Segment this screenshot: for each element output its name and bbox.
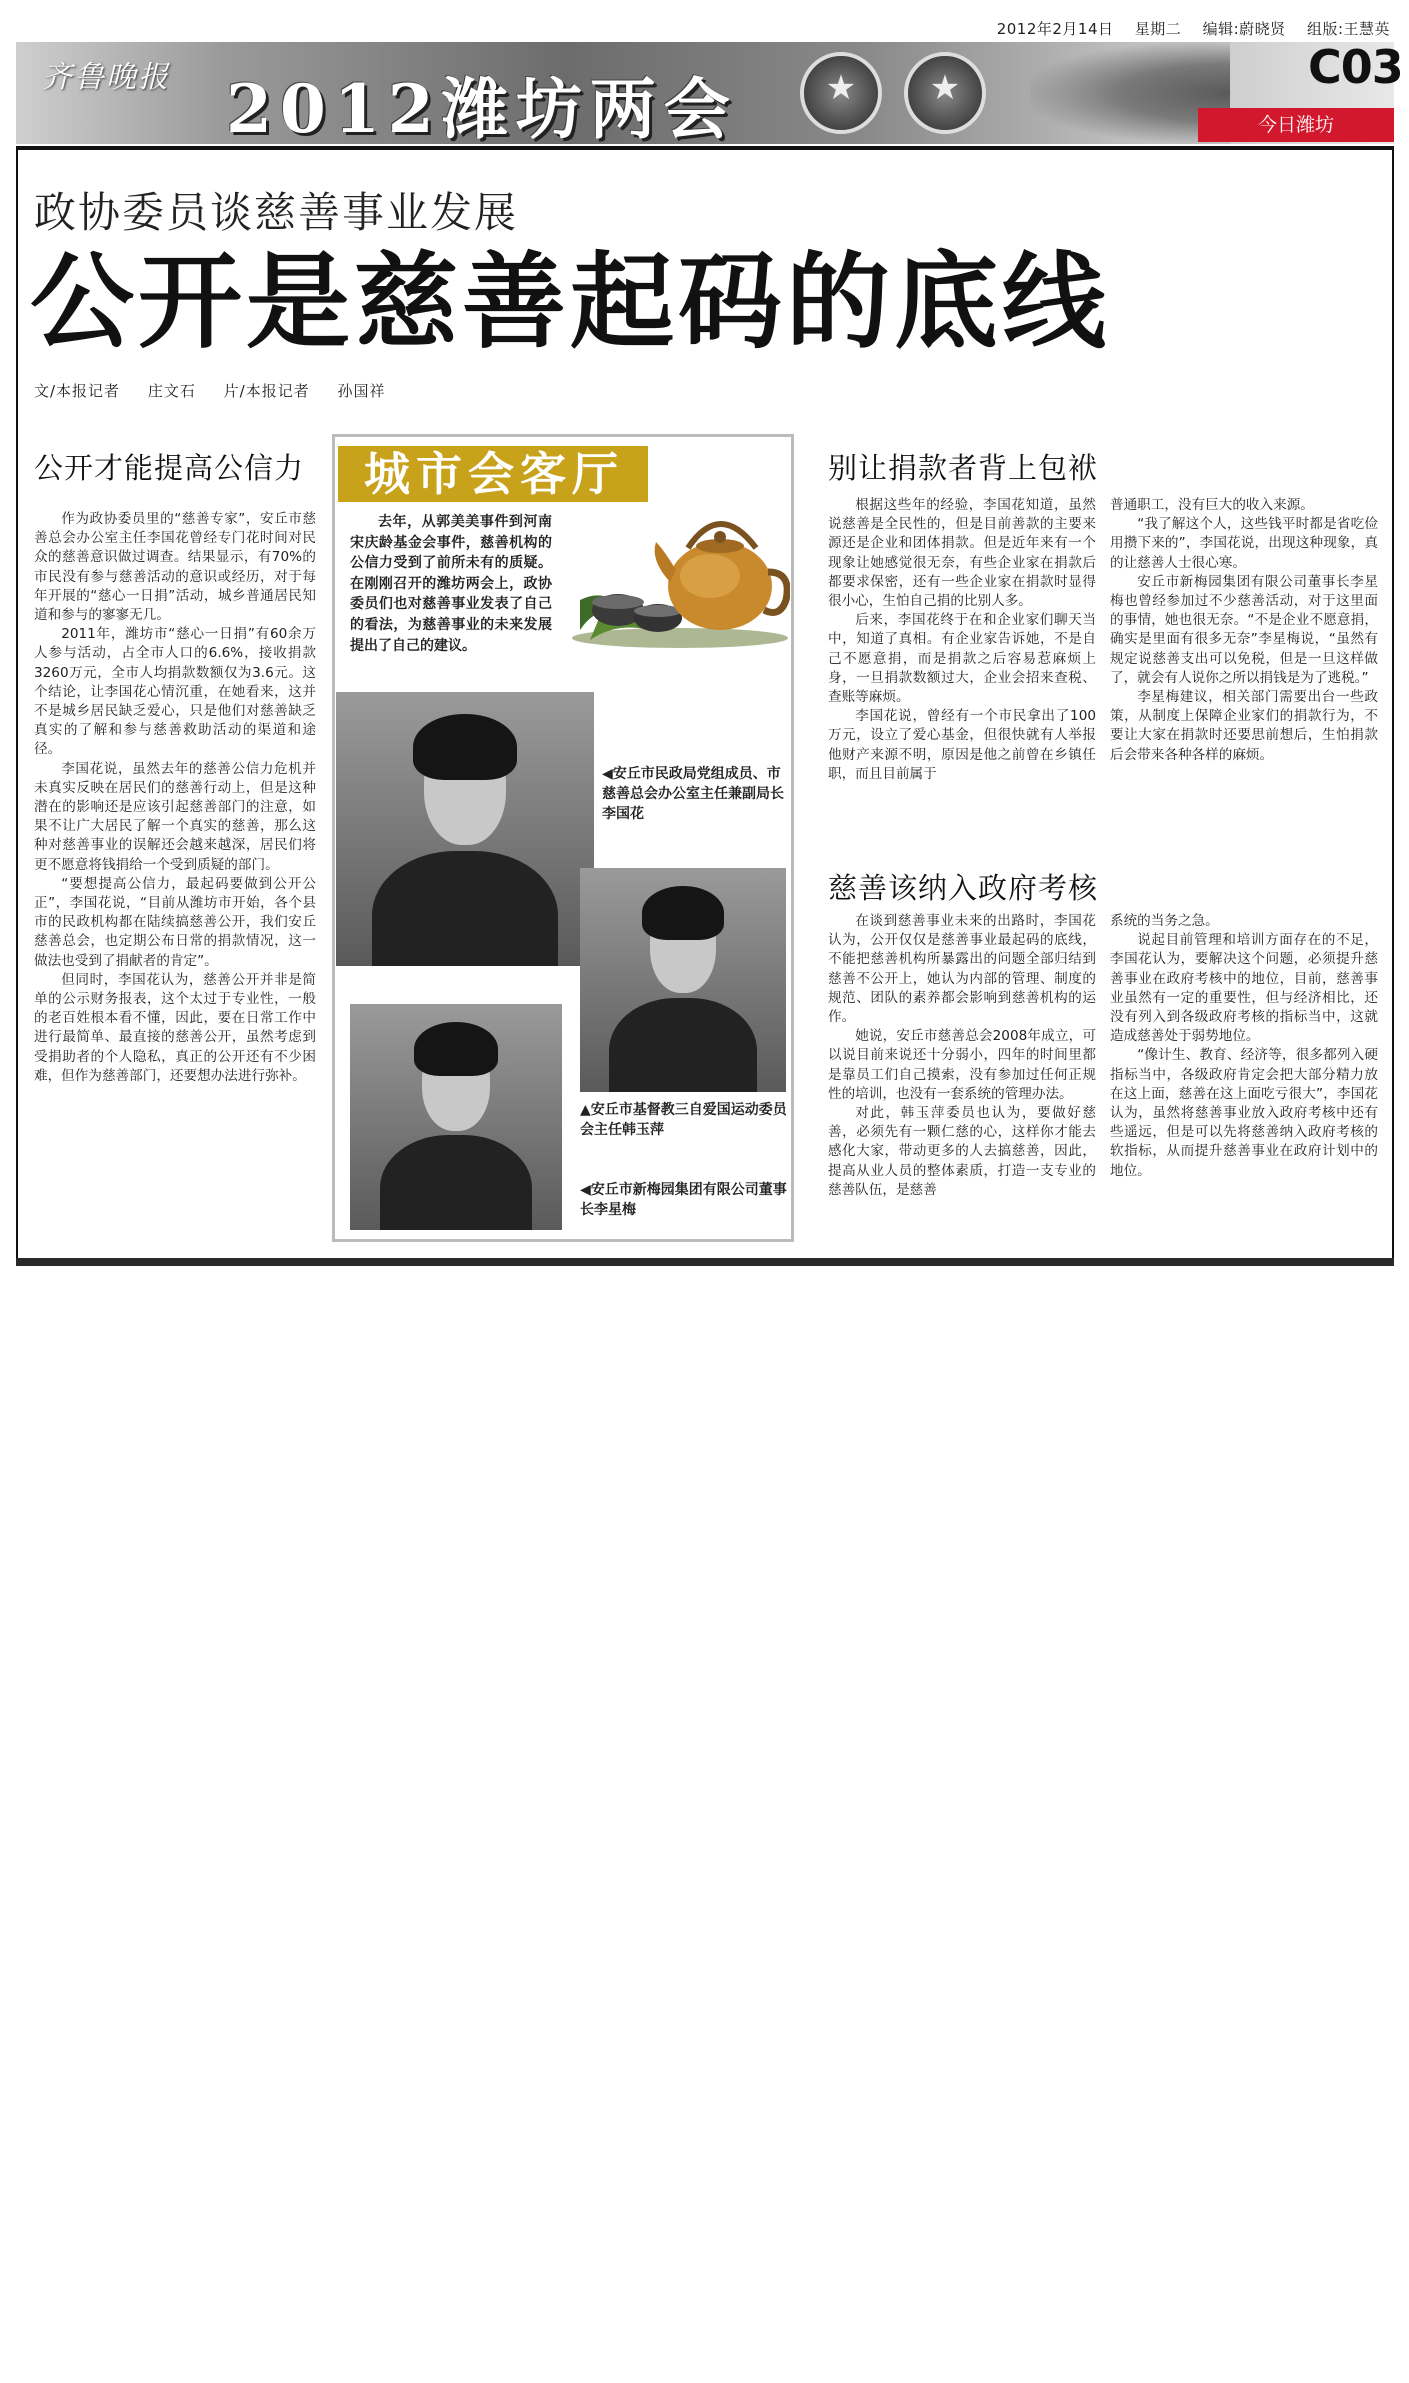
column-4-lower — [1110, 912, 1378, 1181]
paragraph: 系统的当务之急。 — [1110, 913, 1219, 929]
column-1 — [34, 510, 316, 1086]
column-3-lower — [828, 912, 1096, 1200]
photo-li-guohua — [336, 692, 594, 966]
box-title: 城市会客厅 — [338, 446, 648, 502]
paragraph: “我了解这个人，这些钱平时都是省吃俭用攒下来的”，李国花说，出现这种现象，真的让慈善人士很心寒。 — [1110, 516, 1378, 571]
paragraph: 安丘市新梅园集团有限公司董事长李星梅也曾经参加过不少慈善活动，对于这里面的事情，她也很无奈。“不是企业不愿意捐，确实是里面有很多无奈”李星梅说，“虽然有规定说慈善支出可以免税，但是一旦这样做了，就会有人说你之所以捐钱是为了逃税。” — [1110, 573, 1378, 686]
cppcc-emblem-icon — [904, 52, 986, 134]
caption-li-xingmei: ◀安丘市新梅园集团有限公司董事长李星梅 — [580, 1182, 787, 1218]
byline-photo-author: 孙国祥 — [337, 382, 386, 400]
byline-photo-label: 片/本报记者 — [223, 382, 310, 400]
subhead-1: 公开才能提高公信力 — [34, 451, 305, 485]
paragraph: 她说，安丘市慈善总会2008年成立，可以说目前来说还十分弱小，四年的时间里都是靠员工们自己摸索，没有参加过任何正规性的培训，也没有一套系统的管理办法。 — [828, 1028, 1096, 1102]
caption-han-yuping: ▲安丘市基督教三自爱国运动委员会主任韩玉萍 — [580, 1102, 787, 1138]
column-3 — [828, 496, 1096, 784]
editor: 编辑:蔚晓贤 — [1202, 20, 1286, 38]
paragraph: “像计生、教育、经济等，很多都列入硬指标当中，各级政府肯定会把大部分精力放在这上面，慈善在这上面吃亏很大”，李国花认为，虽然将慈善事业放入政府考核中还有些遥远，但是可以先将慈善纳入政府考核的软指标，从而提升慈善事业在政府计划中的地位。 — [1110, 1047, 1378, 1179]
paragraph: 2011年，潍坊市“慈心一日捐”有60余万人参与活动，占全市人口的6.6%，接收捐款3260万元，全市人均捐款数额仅为3.6元。这个结论，让李国花心情沉重，在她看来，这并不是城乡居民缺乏爱心，只是他们对慈善缺乏真实的了解和参与慈善救助活动的渠道和途径。 — [34, 626, 316, 758]
headline: 公开是慈善起码的底线 — [30, 241, 1111, 363]
layout-editor: 组版:王慧英 — [1306, 20, 1390, 38]
photo-han-yuping — [580, 868, 786, 1092]
paragraph: 根据这些年的经验，李国花知道，虽然说慈善是全民性的，但是目前善款的主要来源还是企业和团体捐款。但是近年来有一个现象让她感觉很无奈，有些企业家在捐款后都要求保密，还有一些企业家在捐款时显得很小心，生怕自己捐的比别人多。 — [828, 497, 1096, 610]
paragraph: 李星梅建议，相关部门需要出台一些政策，从制度上保障企业家们的捐款行为，不要让大家在捐款时还要思前想后，生怕捐款后会带来各种各样的麻烦。 — [1110, 689, 1378, 763]
paragraph: 对此，韩玉萍委员也认为，要做好慈善，必须先有一颗仁慈的心，这样你才能去感化大家，带动更多的人去搞慈善，因此，提高从业人员的整体素质，打造一支专业的慈善队伍，是慈善 — [828, 1105, 1096, 1198]
paragraph: 在谈到慈善事业未来的出路时，李国花认为，公开仅仅是慈善事业最起码的底线，不能把慈善机构所暴露出的问题全部归结到慈善不公开上，她认为内部的管理、制度的规范、团队的素养都会影响到慈善机构的运作。 — [828, 913, 1096, 1026]
caption-li-guohua: ◀安丘市民政局党组成员、市慈善总会办公室主任兼副局长李国花 — [602, 766, 784, 822]
paragraph: 说起目前管理和培训方面存在的不足，李国花认为，要解决这个问题，必须提升慈善事业在政府考核中的地位，目前，慈善事业虽然有一定的重要性，但与经济相比，还没有列入到各级政府考核的指标当中，这就造成慈善处于弱势地位。 — [1110, 932, 1378, 1045]
photo-li-xingmei — [350, 1004, 562, 1230]
banner-title: 2012潍坊两会 — [226, 70, 738, 148]
paragraph: “要想提高公信力，最起码要做到公开公正”，李国花说，“目前从潍坊市开始，各个县市的民政机构都在陆续搞慈善公开，我们安丘慈善总会，也定期公布日常的捐款情况，这一做法也受到了捐献者的肯定”。 — [34, 875, 316, 969]
subhead-3: 慈善该纳入政府考核 — [828, 871, 1099, 905]
box-intro: 去年，从郭美美事件到河南宋庆龄基金会事件，慈善机构的公信力受到了前所未有的质疑。在刚刚召开的潍坊两会上，政协委员们也对慈善事业发表了自己的看法，为慈善事业的未来发展提出了自己的建议。 — [350, 514, 552, 654]
byline — [34, 380, 408, 401]
column-4 — [1110, 496, 1378, 765]
byline-text-label: 文/本报记者 — [34, 382, 121, 400]
weekday: 星期二 — [1134, 20, 1182, 38]
subhead-2: 别让捐款者背上包袱 — [828, 451, 1099, 485]
section-tag: 今日潍坊 — [1198, 108, 1394, 142]
paragraph: 普通职工，没有巨大的收入来源。 — [1110, 497, 1314, 513]
dateline — [900, 18, 1390, 39]
paragraph: 李国花说，虽然去年的慈善公信力危机并未真实反映在居民们的慈善行动上，但是这种潜在的影响还是应该引起慈善部门的注意，如果不让广大居民了解一个真实的慈善，那么这种对慈善事业的误解还会越来越深，居民们将更不愿意将钱捐给一个受到质疑的部门。 — [34, 760, 316, 873]
paragraph: 作为政协委员里的“慈善专家”，安丘市慈善总会办公室主任李国花曾经专门花时间对民众的慈善意识做过调查。结果显示，有70%的市民没有参与慈善活动的意识或经历，对于每年开展的“慈心一日捐”活动，城乡普通居民知道和参与的寥寥无几。 — [34, 511, 316, 624]
bottom-rule — [16, 1258, 1394, 1266]
page-number: C03 — [1308, 40, 1403, 94]
paper-logo: 齐鲁晚报 — [42, 60, 170, 95]
kicker: 政协委员谈慈善事业发展 — [34, 188, 519, 237]
national-emblem-icon — [800, 52, 882, 134]
byline-text-author: 庄文石 — [147, 382, 196, 400]
paragraph: 但同时，李国花认为，慈善公开并非是简单的公示财务报表，这个太过于专业性，一般的老百姓根本看不懂，因此，要在日常工作中进行最简单、最直接的慈善公开，虽然考虑到受捐助者的个人隐私，真正的公开还有不少困难，但作为慈善部门，还要想办法进行弥补。 — [34, 971, 316, 1084]
paragraph: 李国花说，曾经有一个市民拿出了100万元，设立了爱心基金，但很快就有人举报他财产来源不明，原因是他之前曾在乡镇任职，而且目前属于 — [828, 708, 1096, 782]
paragraph: 后来，李国花终于在和企业家们聊天当中，知道了真相。有企业家告诉她，不是自己不愿意捐，而是捐款之后容易惹麻烦上身，一旦捐款数额过大，企业会招来查税、查账等麻烦。 — [828, 612, 1096, 706]
date: 2012年2月14日 — [996, 20, 1114, 38]
teapot-illustration — [560, 490, 790, 650]
